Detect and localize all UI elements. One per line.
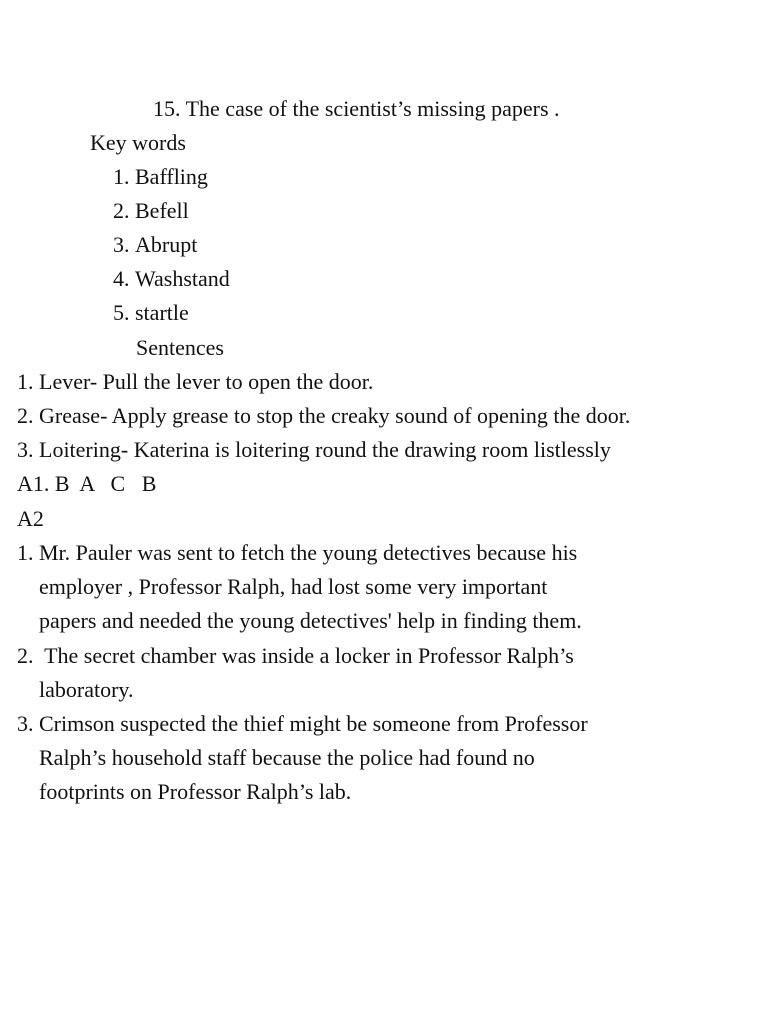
- sentence-number: 2.: [17, 403, 34, 428]
- sentence-item: [17, 433, 611, 467]
- keyword-item: [113, 194, 189, 228]
- keyword-item: [113, 262, 230, 296]
- a1-answers: A1. B A C B: [17, 471, 157, 496]
- sentences-heading: Sentences: [136, 335, 224, 360]
- answer-text: footprints on Professor Ralph’s lab.: [39, 779, 352, 804]
- answer-item: [17, 536, 577, 570]
- answer-text: Crimson suspected the thief might be someone from Professor: [39, 711, 588, 736]
- keywords-heading: Key words: [90, 130, 186, 155]
- answer-text: Mr. Pauler was sent to fetch the young detectives because his: [39, 540, 578, 565]
- keyword-number: 5.: [113, 300, 130, 325]
- keyword-number: 2.: [113, 198, 130, 223]
- keyword-text: Befell: [135, 198, 189, 223]
- answer-item: [17, 707, 588, 741]
- keyword-item: [113, 160, 208, 194]
- sentence-text: Grease- Apply grease to stop the creaky sound of opening the door.: [39, 403, 631, 428]
- sentence-text: Lever- Pull the lever to open the door.: [39, 369, 374, 394]
- answer-text: laboratory.: [39, 677, 134, 702]
- keyword-text: startle: [135, 300, 189, 325]
- answer-text: Ralph’s household staff because the police had found no: [39, 745, 535, 770]
- answer-item: [17, 639, 574, 673]
- answer-text: papers and needed the young detectives' help in finding them.: [39, 608, 582, 633]
- sentence-text: Loitering- Katerina is loitering round the drawing room listlessly: [39, 437, 611, 462]
- answer-number: 1.: [17, 540, 34, 565]
- answer-number: 3.: [17, 711, 34, 736]
- answer-text: employer , Professor Ralph, had lost some very important: [39, 574, 548, 599]
- keyword-number: 3.: [113, 232, 130, 257]
- sentence-item: [17, 365, 373, 399]
- keyword-number: 4.: [113, 266, 130, 291]
- page-title: 15. The case of the scientist’s missing papers .: [153, 96, 560, 121]
- keyword-item: [113, 228, 197, 262]
- keyword-text: Washstand: [135, 266, 230, 291]
- keyword-item: [113, 296, 189, 330]
- answer-number: 2.: [17, 643, 34, 668]
- keyword-number: 1.: [113, 164, 130, 189]
- sentence-number: 1.: [17, 369, 34, 394]
- keyword-text: Baffling: [135, 164, 208, 189]
- keyword-text: Abrupt: [135, 232, 198, 257]
- sentence-number: 3.: [17, 437, 34, 462]
- sentence-item: [17, 399, 630, 433]
- answer-text: The secret chamber was inside a locker in Professor Ralph’s: [39, 643, 574, 668]
- a2-heading: A2: [17, 506, 44, 531]
